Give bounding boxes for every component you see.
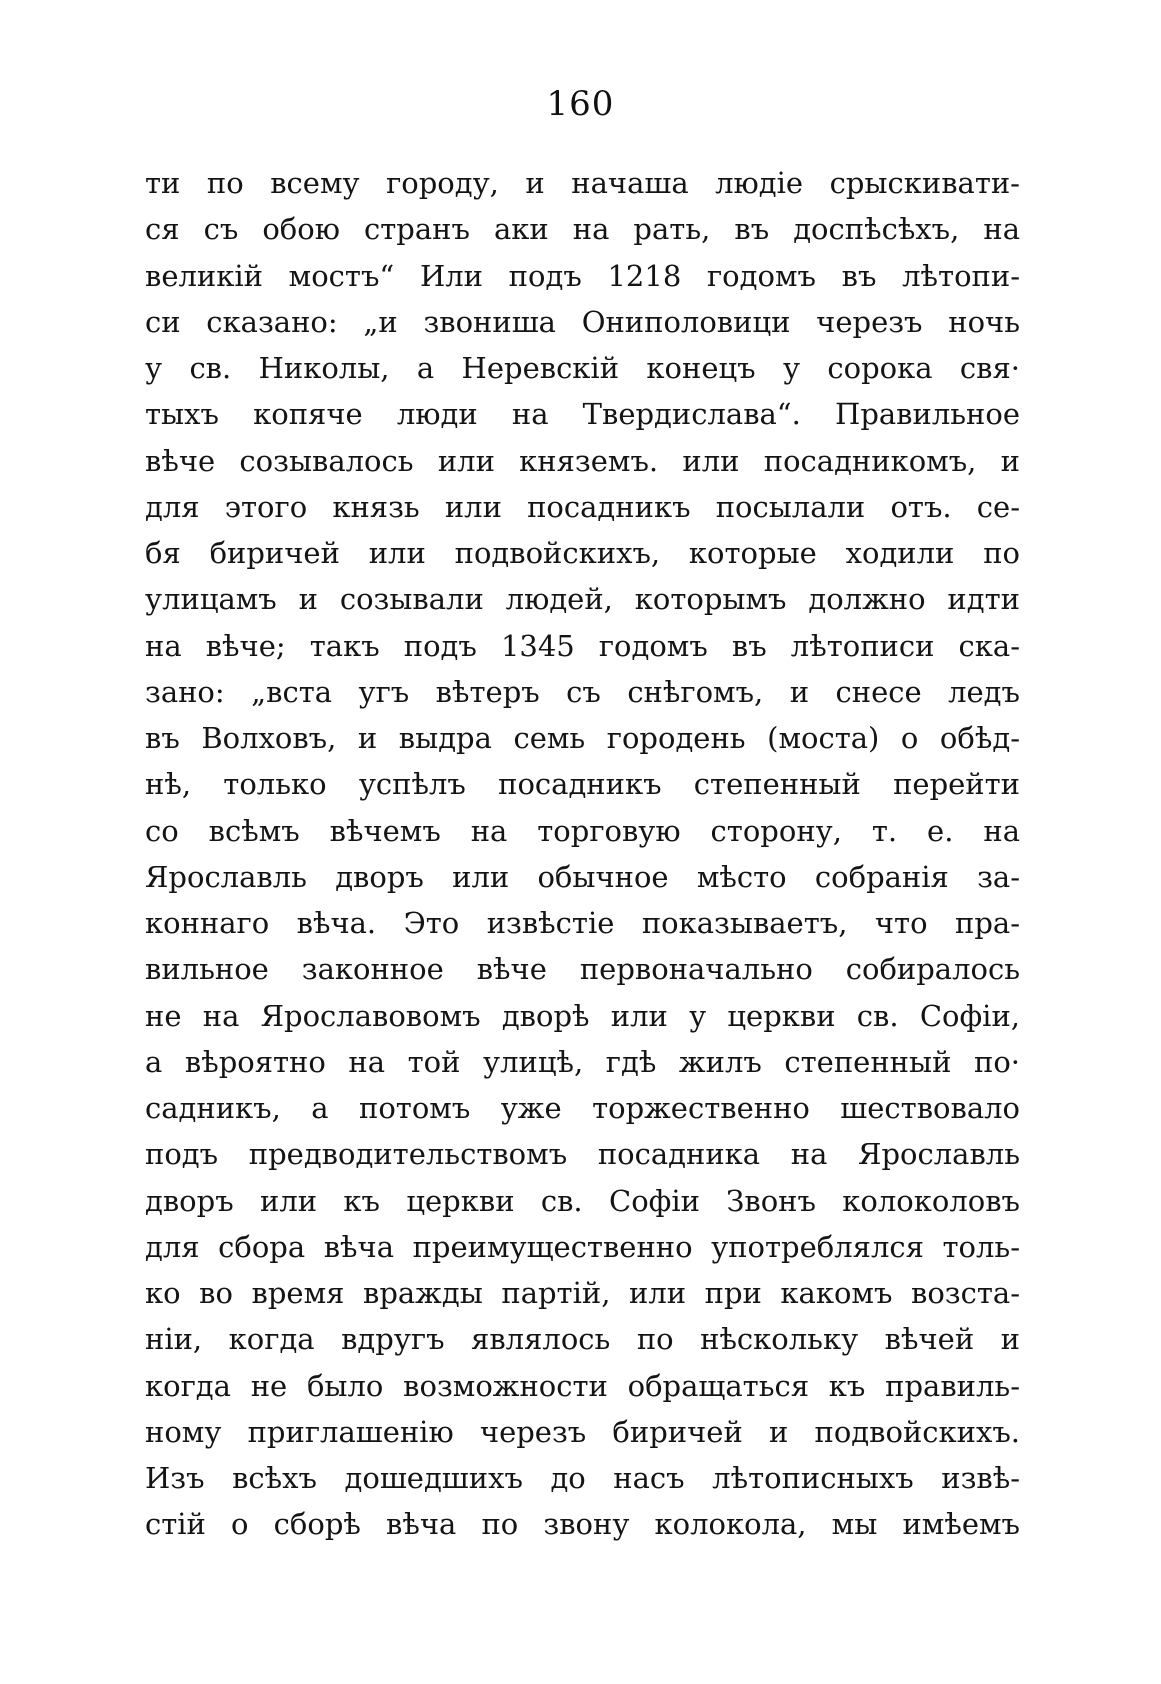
text-line: Изъ всѣхъ дошедшихъ до насъ лѣтописныхъ извѣ-	[145, 1461, 1020, 1495]
text-line: нѣ, только успѣлъ посадникъ степенный перейти	[145, 767, 1020, 802]
text-line: а вѣроятно на той улицѣ, гдѣ жилъ степенный по·	[145, 1044, 1020, 1079]
text-line: великій мостъ“ Или подъ 1218 годомъ въ лѣтопи-	[145, 258, 1020, 293]
text-line: на вѣче; такъ подъ 1345 годомъ въ лѣтописи ска-	[145, 628, 1020, 663]
text-line: для этого князь или посадникъ посылали отъ. се-	[145, 489, 1020, 524]
text-line: вѣче созывалось или княземъ. или посадникомъ, и	[145, 443, 1020, 478]
page-number: 160	[546, 84, 615, 124]
text-line: ному приглашенію черезъ биричей и подвойскихъ.	[145, 1414, 1020, 1449]
text-line: когда не было возможности обращаться къ правиль-	[145, 1368, 1020, 1403]
body-text	[145, 160, 1020, 1548]
text-line: для сбора вѣча преимущественно употреблялся толь-	[145, 1229, 1020, 1264]
text-line: ко во время вражды партій, или при какомъ возста-	[145, 1276, 1020, 1310]
text-line: вильное законное вѣче первоначально собиралось	[145, 952, 1020, 987]
text-line: коннаго вѣча. Это извѣстіе показываетъ, что пра-	[145, 906, 1020, 940]
text-line: улицамъ и созывали людей, которымъ должно идти	[145, 582, 1020, 617]
text-line: стій о сборѣ вѣча по звону колокола, мы имѣемъ	[145, 1507, 1020, 1542]
text-line: дворъ или къ церкви св. Софіи Звонъ колоколовъ	[145, 1183, 1020, 1218]
text-line: тыхъ копяче люди на Твердислава“. Правильное	[145, 397, 1020, 432]
text-line: у св. Николы, а Неревскій конецъ у сорока свя·	[145, 351, 1020, 385]
text-line: въ Волховъ, и выдра семь городень (моста) о обѣд-	[145, 721, 1020, 755]
text-line: зано: „вста угъ вѣтеръ съ снѣгомъ, и снесе ледъ	[145, 674, 1020, 709]
text-line: бя биричей или подвойскихъ, которые ходили по	[145, 536, 1020, 570]
text-line: ти по всему городу, и начаша людіе срыскивати-	[145, 166, 1020, 200]
text-line: ніи, когда вдругъ являлось по нѣскольку вѣчей и	[145, 1322, 1020, 1357]
text-line: садникъ, а потомъ уже торжественно шествовало	[145, 1091, 1020, 1125]
text-line: подъ предводительствомъ посадника на Ярославль	[145, 1137, 1020, 1172]
text-line: не на Ярославовомъ дворѣ или у церкви св. Софіи,	[145, 998, 1020, 1033]
text-line: Ярославль дворъ или обычное мѣсто собранія за-	[145, 859, 1020, 894]
text-line: си сказано: „и звониша Ониполовици черезъ ночь	[145, 304, 1020, 339]
text-line: со всѣмъ вѣчемъ на торговую сторону, т. е. на	[145, 813, 1020, 848]
text-line: ся съ обою странъ аки на рать, въ доспѣсѣхъ, на	[145, 212, 1020, 247]
